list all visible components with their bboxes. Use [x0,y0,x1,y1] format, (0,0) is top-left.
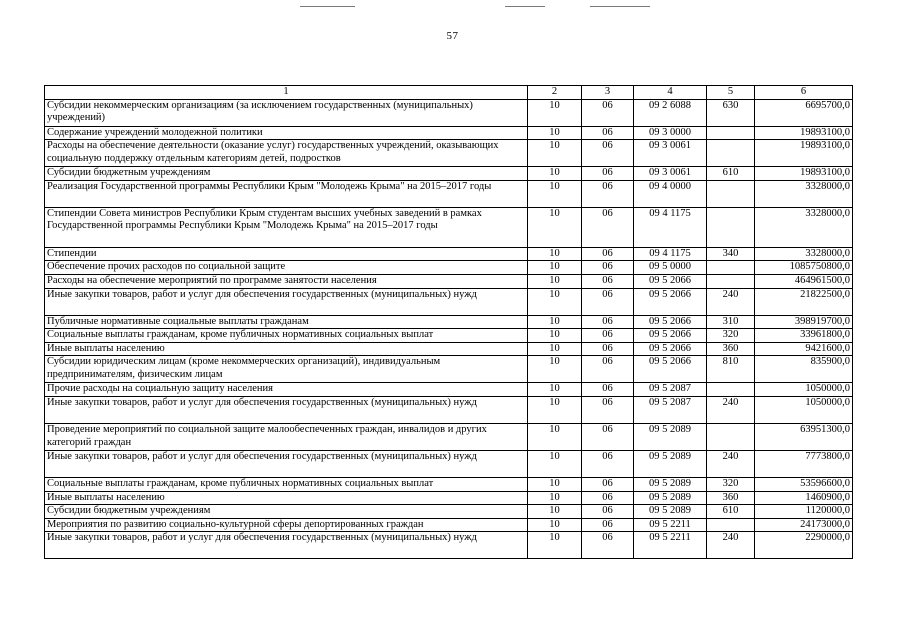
amount-value: 3328000,0 [755,207,853,247]
budget-item-name: Иные закупки товаров, работ и услуг для обеспечения государственных (муниципальных) нужд [45,532,528,559]
section-code: 10 [528,207,582,247]
subsection-code: 06 [582,505,634,519]
expense-type-code [707,207,755,247]
target-article-code: 09 4 1175 [634,247,707,261]
subsection-code: 06 [582,167,634,181]
subsection-code: 06 [582,315,634,329]
expense-type-code: 360 [707,342,755,356]
subsection-code: 06 [582,329,634,343]
table-row [45,247,853,261]
budget-item-name: Расходы на обеспечение деятельности (оказание услуг) государственных учреждений, оказывающих социальную поддержку отдельным категориям детей, подростков [45,140,528,167]
table-row [45,274,853,288]
subsection-code: 06 [582,423,634,450]
subsection-code: 06 [582,261,634,275]
column-header-4: 4 [634,86,707,100]
budget-item-name: Иные выплаты населению [45,491,528,505]
amount-value: 398919700,0 [755,315,853,329]
table-row [45,126,853,140]
amount-value: 1460900,0 [755,491,853,505]
section-code: 10 [528,396,582,423]
subsection-code: 06 [582,477,634,491]
amount-value: 9421600,0 [755,342,853,356]
budget-item-name: Иные закупки товаров, работ и услуг для обеспечения государственных (муниципальных) нужд [45,288,528,315]
budget-item-name: Социальные выплаты гражданам, кроме публичных нормативных социальных выплат [45,477,528,491]
target-article-code: 09 5 2089 [634,450,707,477]
subsection-code: 06 [582,274,634,288]
amount-value: 464961500,0 [755,274,853,288]
table-row [45,207,853,247]
expense-type-code: 240 [707,532,755,559]
subsection-code: 06 [582,356,634,383]
table-row [45,329,853,343]
table-row [45,491,853,505]
expense-type-code: 630 [707,99,755,126]
scan-artifact-line [505,6,545,7]
budget-item-name: Прочие расходы на социальную защиту населения [45,383,528,397]
table-row [45,383,853,397]
table-row [45,477,853,491]
amount-value: 1120000,0 [755,505,853,519]
budget-item-name: Мероприятия по развитию социально-культурной сферы депортированных граждан [45,518,528,532]
subsection-code: 06 [582,247,634,261]
subsection-code: 06 [582,140,634,167]
section-code: 10 [528,423,582,450]
column-header-2: 2 [528,86,582,100]
expense-type-code: 240 [707,396,755,423]
section-code: 10 [528,383,582,397]
target-article-code: 09 5 2066 [634,356,707,383]
subsection-code: 06 [582,491,634,505]
table-row [45,288,853,315]
section-code: 10 [528,288,582,315]
expense-type-code: 810 [707,356,755,383]
page-number: 57 [446,30,459,42]
expense-type-code [707,180,755,207]
subsection-code: 06 [582,396,634,423]
target-article-code: 09 4 0000 [634,180,707,207]
subsection-code: 06 [582,450,634,477]
table-body [45,99,853,559]
section-code: 10 [528,450,582,477]
target-article-code: 09 5 2089 [634,423,707,450]
table-row [45,518,853,532]
budget-item-name: Реализация Государственной программы Республики Крым "Молодежь Крыма" на 2015–2017 годы [45,180,528,207]
target-article-code: 09 5 2066 [634,315,707,329]
section-code: 10 [528,247,582,261]
expense-type-code: 360 [707,491,755,505]
table-header-row [45,86,853,100]
budget-item-name: Субсидии юридическим лицам (кроме некоммерческих организаций), индивидуальным предпринимателям, физическим лицам [45,356,528,383]
amount-value: 24173000,0 [755,518,853,532]
target-article-code: 09 5 2087 [634,383,707,397]
subsection-code: 06 [582,180,634,207]
section-code: 10 [528,532,582,559]
expense-type-code [707,126,755,140]
table-row [45,99,853,126]
expense-type-code [707,423,755,450]
amount-value: 3328000,0 [755,180,853,207]
amount-value: 19893100,0 [755,167,853,181]
target-article-code: 09 3 0061 [634,167,707,181]
target-article-code: 09 5 2089 [634,505,707,519]
budget-item-name: Расходы на обеспечение мероприятий по программе занятости населения [45,274,528,288]
section-code: 10 [528,261,582,275]
budget-item-name: Иные закупки товаров, работ и услуг для обеспечения государственных (муниципальных) нужд [45,450,528,477]
table-row [45,342,853,356]
amount-value: 1085750800,0 [755,261,853,275]
target-article-code: 09 5 2066 [634,288,707,315]
amount-value: 53596600,0 [755,477,853,491]
target-article-code: 09 5 2211 [634,518,707,532]
scan-artifact-line [300,6,355,7]
target-article-code: 09 4 1175 [634,207,707,247]
expense-type-code: 340 [707,247,755,261]
amount-value: 33961800,0 [755,329,853,343]
section-code: 10 [528,167,582,181]
expense-type-code: 240 [707,288,755,315]
budget-item-name: Социальные выплаты гражданам, кроме публичных нормативных социальных выплат [45,329,528,343]
section-code: 10 [528,505,582,519]
table-row [45,423,853,450]
amount-value: 835900,0 [755,356,853,383]
budget-item-name: Иные выплаты населению [45,342,528,356]
target-article-code: 09 3 0000 [634,126,707,140]
table-row [45,450,853,477]
table-row [45,396,853,423]
column-header-6: 6 [755,86,853,100]
section-code: 10 [528,274,582,288]
amount-value: 2290000,0 [755,532,853,559]
amount-value: 63951300,0 [755,423,853,450]
target-article-code: 09 5 0000 [634,261,707,275]
amount-value: 7773800,0 [755,450,853,477]
column-header-1: 1 [45,86,528,100]
target-article-code: 09 5 2066 [634,274,707,288]
expense-type-code: 320 [707,329,755,343]
subsection-code: 06 [582,126,634,140]
section-code: 10 [528,491,582,505]
target-article-code: 09 2 6088 [634,99,707,126]
section-code: 10 [528,315,582,329]
expense-type-code [707,518,755,532]
amount-value: 3328000,0 [755,247,853,261]
target-article-code: 09 5 2066 [634,342,707,356]
target-article-code: 09 5 2066 [634,329,707,343]
column-header-3: 3 [582,86,634,100]
target-article-code: 09 5 2089 [634,477,707,491]
table-row [45,167,853,181]
section-code: 10 [528,518,582,532]
subsection-code: 06 [582,518,634,532]
expense-type-code [707,274,755,288]
section-code: 10 [528,99,582,126]
table-row [45,140,853,167]
target-article-code: 09 5 2087 [634,396,707,423]
budget-item-name: Субсидии бюджетным учреждениям [45,505,528,519]
budget-item-name: Обеспечение прочих расходов по социальной защите [45,261,528,275]
expense-type-code: 610 [707,505,755,519]
section-code: 10 [528,342,582,356]
table-row [45,315,853,329]
table-row [45,261,853,275]
subsection-code: 06 [582,288,634,315]
amount-value: 1050000,0 [755,396,853,423]
amount-value: 1050000,0 [755,383,853,397]
budget-item-name: Субсидии некоммерческим организациям (за исключением государственных (муниципальных) учреждений) [45,99,528,126]
section-code: 10 [528,477,582,491]
target-article-code: 09 3 0061 [634,140,707,167]
budget-item-name: Иные закупки товаров, работ и услуг для обеспечения государственных (муниципальных) нужд [45,396,528,423]
expense-type-code: 610 [707,167,755,181]
subsection-code: 06 [582,99,634,126]
budget-item-name: Содержание учреждений молодежной политики [45,126,528,140]
amount-value: 19893100,0 [755,140,853,167]
table-row [45,532,853,559]
amount-value: 21822500,0 [755,288,853,315]
section-code: 10 [528,180,582,207]
budget-item-name: Проведение мероприятий по социальной защите малообеспеченных граждан, инвалидов и других категорий граждан [45,423,528,450]
subsection-code: 06 [582,207,634,247]
amount-value: 19893100,0 [755,126,853,140]
table-row [45,505,853,519]
scan-artifact-line [590,6,650,7]
table-row [45,356,853,383]
target-article-code: 09 5 2211 [634,532,707,559]
section-code: 10 [528,329,582,343]
expense-type-code [707,383,755,397]
column-header-5: 5 [707,86,755,100]
subsection-code: 06 [582,532,634,559]
subsection-code: 06 [582,342,634,356]
expense-type-code [707,140,755,167]
expense-type-code: 240 [707,450,755,477]
section-code: 10 [528,356,582,383]
expense-type-code: 310 [707,315,755,329]
budget-item-name: Стипендии [45,247,528,261]
amount-value: 6695700,0 [755,99,853,126]
budget-table [44,85,853,559]
table-row [45,180,853,207]
target-article-code: 09 5 2089 [634,491,707,505]
expense-type-code [707,261,755,275]
section-code: 10 [528,140,582,167]
budget-item-name: Публичные нормативные социальные выплаты гражданам [45,315,528,329]
section-code: 10 [528,126,582,140]
budget-item-name: Стипендии Совета министров Республики Крым студентам высших учебных заведений в рамках Государственной программы Республики Крым "Молодежь Крыма" на 2015–2017 годы [45,207,528,247]
subsection-code: 06 [582,383,634,397]
expense-type-code: 320 [707,477,755,491]
budget-item-name: Субсидии бюджетным учреждениям [45,167,528,181]
